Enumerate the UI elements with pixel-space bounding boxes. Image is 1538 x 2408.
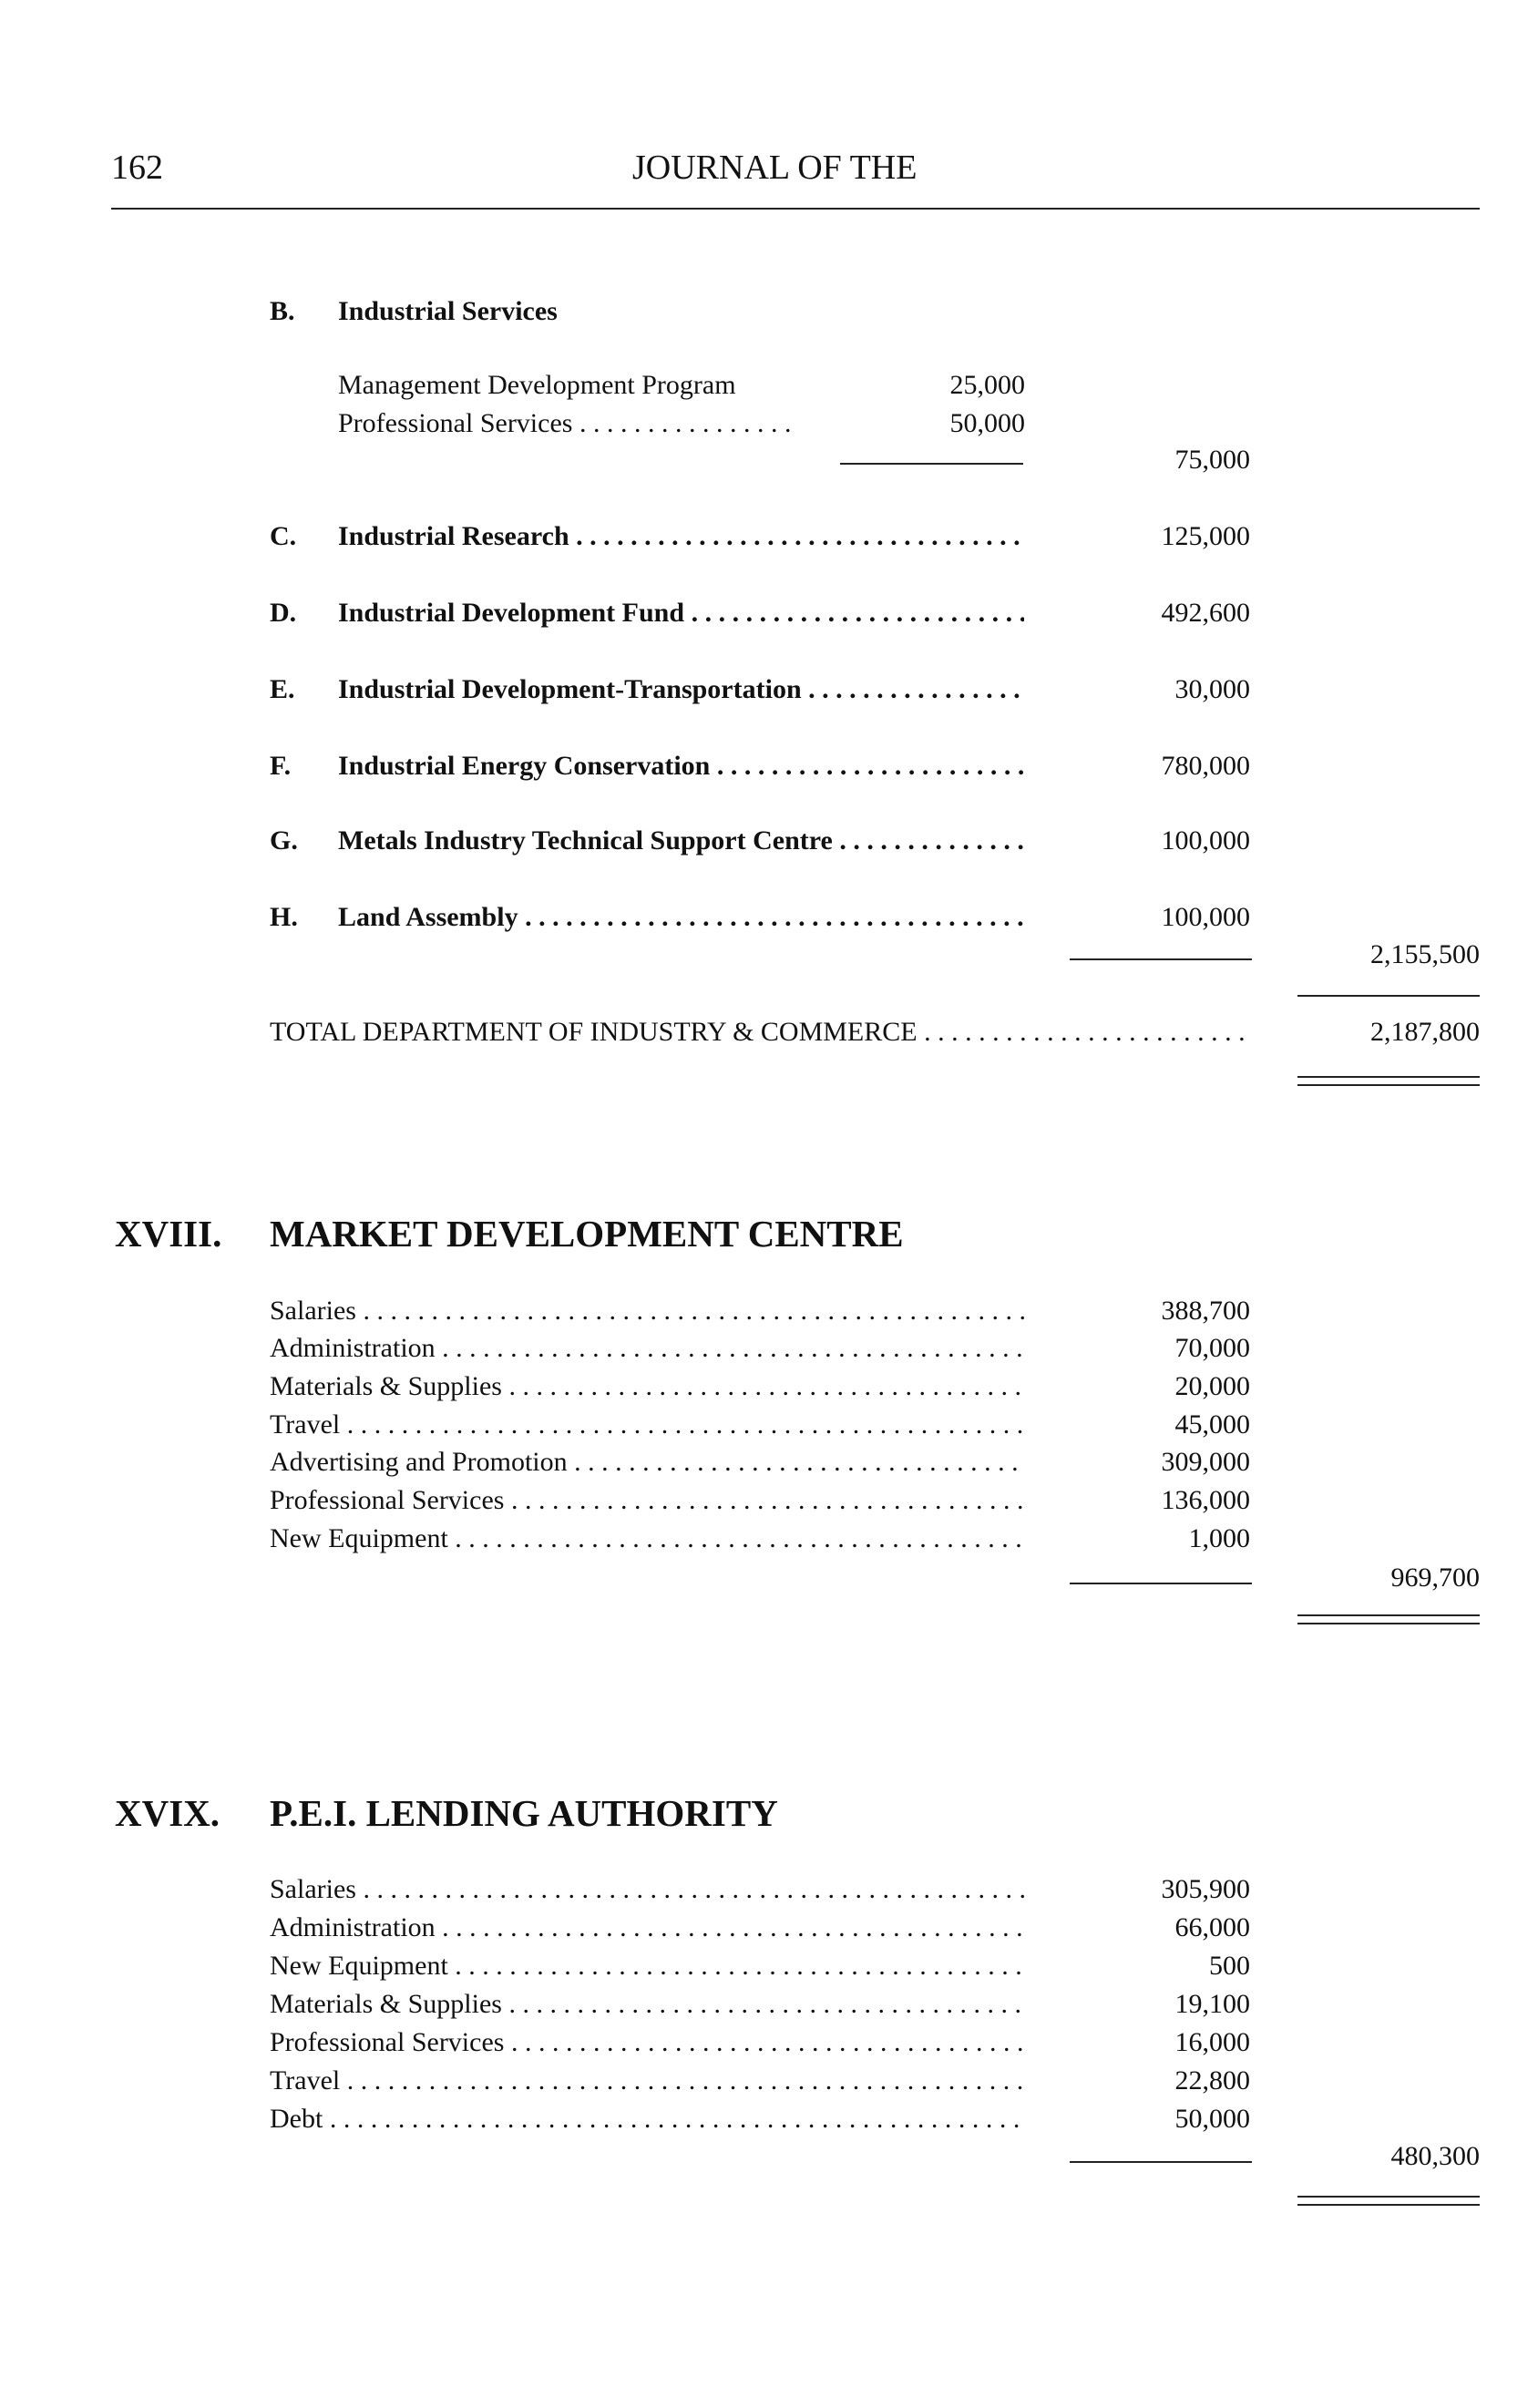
xvix-item: Salaries . . . <box>270 1874 1024 1905</box>
double-rule-bottom <box>1297 1623 1480 1624</box>
xvix-item-amount: 66,000 <box>1174 1912 1250 1942</box>
xviii-item: Travel . . . <box>270 1409 1024 1440</box>
xviii-item: Salaries . . . <box>270 1296 1024 1327</box>
line-amount: 125,000 <box>1161 521 1250 551</box>
line-letter: F. <box>270 751 292 781</box>
xvix-item: Travel . . . <box>270 2065 1024 2096</box>
line-amount: 30,000 <box>1174 674 1250 704</box>
xviii-item-amount: 20,000 <box>1174 1371 1250 1401</box>
xvix-item-amount: 19,100 <box>1174 1989 1250 2019</box>
double-rule-bottom <box>1297 2204 1480 2206</box>
xviii-item-amount: 136,000 <box>1161 1485 1250 1515</box>
line-amount: 100,000 <box>1161 902 1250 932</box>
line-amount: 780,000 <box>1161 751 1250 781</box>
department-total-label: TOTAL DEPARTMENT OF INDUSTRY & COMMERCE . . . <box>270 1017 1251 1048</box>
xviii-item: Advertising and Promotion . . . <box>270 1447 1024 1478</box>
xviii-item: Materials & Supplies . . . <box>270 1371 1024 1402</box>
xviii-item-amount: 70,000 <box>1174 1333 1250 1363</box>
running-head: JOURNAL OF THE <box>632 149 918 187</box>
double-rule-top <box>1297 1614 1480 1616</box>
industrial-total: 2,155,500 <box>1370 939 1480 969</box>
xvix-item: New Equipment . . . <box>270 1951 1024 1982</box>
xviii-item-amount: 309,000 <box>1161 1447 1250 1477</box>
xvix-item: Professional Services . . . <box>270 2027 1024 2058</box>
double-rule-bottom <box>1297 1084 1480 1086</box>
xvix-item-amount: 50,000 <box>1174 2104 1250 2134</box>
line-letter: C. <box>270 521 297 551</box>
header-rule <box>111 208 1480 210</box>
line-amount: 100,000 <box>1161 825 1250 856</box>
line-label: Industrial Energy Conservation . . . <box>338 751 1024 782</box>
line-letter: D. <box>270 598 297 628</box>
section-xviii-number: XVIII. <box>115 1213 222 1255</box>
double-rule-top <box>1297 1076 1480 1078</box>
double-rule-top <box>1297 2196 1480 2198</box>
department-total-rule <box>1297 995 1480 997</box>
xvix-total: 480,300 <box>1390 2141 1480 2171</box>
xviii-item-amount: 45,000 <box>1174 1409 1250 1440</box>
xviii-subtotal-rule <box>1070 1583 1252 1584</box>
section-b-letter: B. <box>270 296 295 326</box>
department-total-amount: 2,187,800 <box>1370 1017 1480 1047</box>
xvix-item-amount: 500 <box>1209 1951 1250 1981</box>
line-letter: H. <box>270 902 298 932</box>
lines-subtotal-rule <box>1070 958 1252 960</box>
xvix-item: Debt . . . <box>270 2104 1024 2135</box>
xviii-item: Professional Services . . . <box>270 1485 1024 1516</box>
line-label: Industrial Development Fund . . . <box>338 598 1024 629</box>
section-b-item: Management Development Program <box>338 370 736 400</box>
section-xvix-title: P.E.I. LENDING AUTHORITY <box>270 1792 778 1834</box>
line-amount: 492,600 <box>1161 598 1250 628</box>
line-label: Metals Industry Technical Support Centre . . . <box>338 825 1024 856</box>
line-label: Industrial Development-Transportation . . . <box>338 674 1024 705</box>
section-b-title: Industrial Services <box>338 296 558 326</box>
line-label: Land Assembly . . . <box>338 902 1024 933</box>
section-xviii-title: MARKET DEVELOPMENT CENTRE <box>270 1213 904 1255</box>
xvix-item: Administration . . . <box>270 1912 1024 1943</box>
section-b-item: Professional Services . . . <box>338 408 792 439</box>
section-b-subtotal-rule <box>840 463 1023 465</box>
section-b-item-amount: 25,000 <box>949 370 1025 400</box>
xvix-item-amount: 305,900 <box>1161 1874 1250 1904</box>
section-b-item-amount: 50,000 <box>949 408 1025 438</box>
page-number: 162 <box>111 149 163 187</box>
xviii-item-amount: 1,000 <box>1188 1523 1250 1553</box>
xviii-item: Administration . . . <box>270 1333 1024 1364</box>
line-letter: E. <box>270 674 295 704</box>
line-letter: G. <box>270 825 298 856</box>
section-xvix-number: XVIX. <box>115 1792 220 1834</box>
xvix-item: Materials & Supplies . . . <box>270 1989 1024 2020</box>
xvix-item-amount: 22,800 <box>1174 2065 1250 2095</box>
xviii-total: 969,700 <box>1390 1563 1480 1593</box>
xviii-item-amount: 388,700 <box>1161 1296 1250 1326</box>
xviii-item: New Equipment . . . <box>270 1523 1024 1554</box>
section-b-subtotal: 75,000 <box>1174 445 1250 475</box>
line-label: Industrial Research . . . <box>338 521 1024 552</box>
xvix-item-amount: 16,000 <box>1174 2027 1250 2057</box>
xvix-subtotal-rule <box>1070 2161 1252 2163</box>
